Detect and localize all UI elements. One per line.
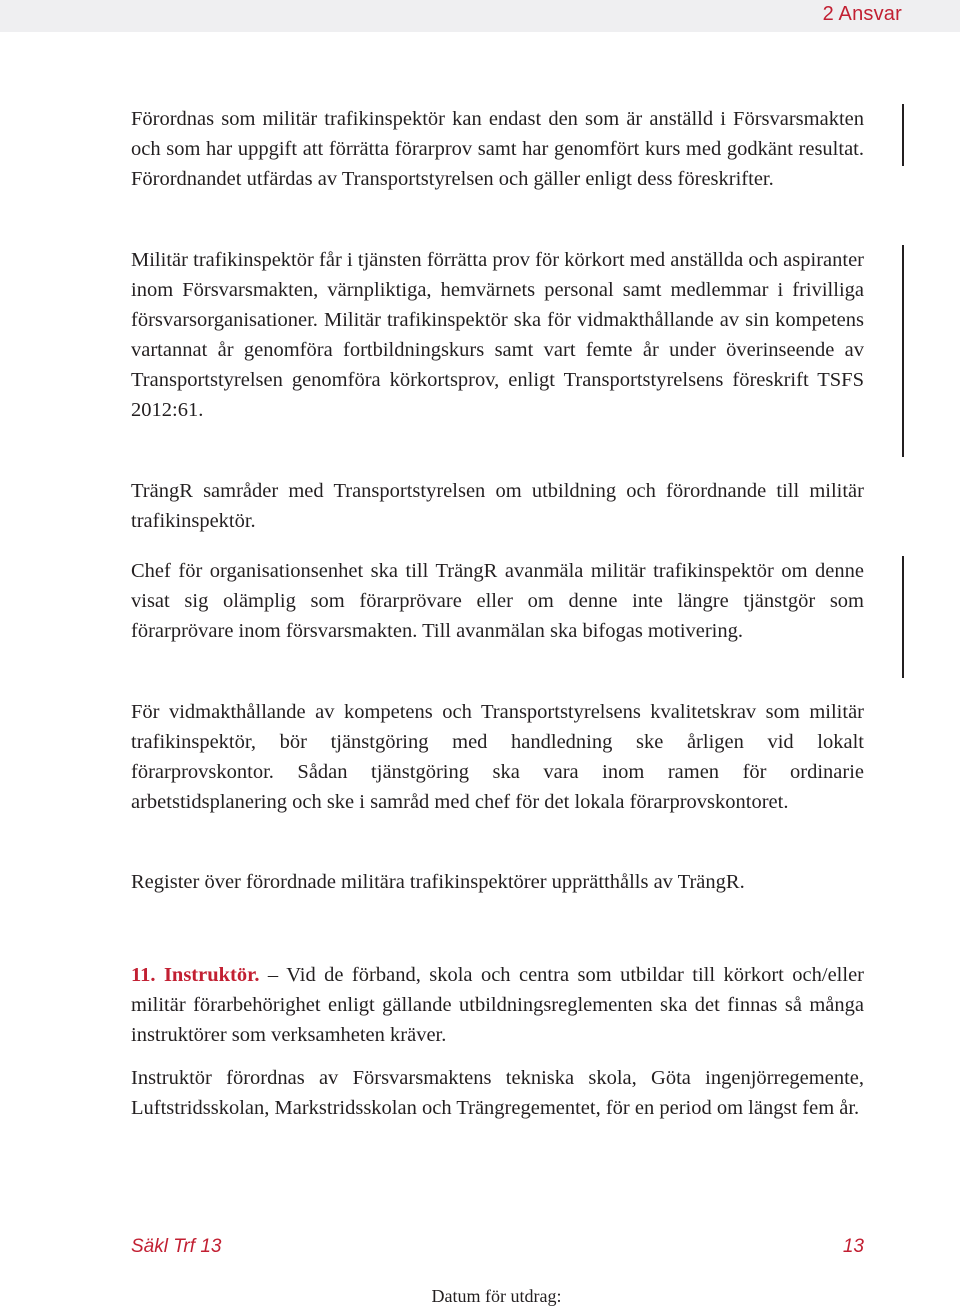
paragraph-last: Instruktör förordnas av Försvarsmaktens tekniska skola, Göta ingenjörregemente, Luftstridsskolan, Markstridsskolan och Trängregementet, för en period om längst fem år. bbox=[131, 1067, 864, 1119]
change-bar bbox=[902, 556, 904, 678]
section-number: 11. bbox=[131, 964, 156, 986]
paragraph-6: Register över förordnade militära trafikinspektörer upprätthålls av TrängR. bbox=[131, 871, 745, 893]
paragraph-1: Förordnas som militär trafikinspektör kan endast den som är anställd i Försvarsmakten och som har uppgift att förrätta förarprov samt har genomfört kurs med godkänt resultat. Förordnandet utfärdas av Transportstyrelsen och gäller enligt dess föreskrifter. bbox=[131, 108, 864, 190]
paragraph-4: Chef för organisationsenhet ska till TrängR avanmäla militär trafikinspektör om denne visat sig olämplig som förarprövare eller om denne inte längre tjänstgör som förarprövare inom försvarsmakten. Till avanmälan ska bifogas motivering. bbox=[131, 560, 864, 642]
change-bar bbox=[902, 104, 904, 166]
section-heading: Instruktör. bbox=[163, 964, 260, 986]
section-text: – Vid de förband, skola och centra som utbildar till körkort och/eller militär förarbehörighet enligt gällande utbildningsreglementen ska det finnas så många instruktörer som verksamheten kräver. bbox=[131, 964, 865, 1046]
paragraph-2: Militär trafikinspektör får i tjänsten förrätta prov för körkort med anställda och aspiranter inom Försvarsmakten, värnpliktiga, hemvärnets personal samt medlemmar i frivilliga försvarsorganisationer. Militär trafikinspektör ska för vidmakthållande av sin kompetens vartannat år genomföra fortbildningskurs samt vart femte år under överinseende av Transportstyrelsen genomföra körkortsprov, enligt Transportstyrelsens föreskrift TSFS 2012:61. bbox=[131, 249, 864, 421]
change-bar bbox=[902, 245, 904, 457]
chapter-title: 2 Ansvar bbox=[822, 3, 902, 25]
footer-page-number: 13 bbox=[842, 1236, 864, 1257]
footer-document-name: Säkl Trf 13 bbox=[131, 1236, 222, 1257]
paragraph-5: För vidmakthållande av kompetens och Transportstyrelsens kvalitetskrav som militär trafikinspektör, bör tjänstgöring med handledning ske årligen vid lokalt förarprovskontor. Sådan tjänstgöring ska vara inom ramen för ordinarie arbetstidsplanering och ske i samråd med chef för det lokala förarprovskontoret. bbox=[131, 701, 864, 813]
section-11-paragraph bbox=[131, 960, 864, 1050]
header-band bbox=[0, 0, 960, 32]
paragraph-3: TrängR samråder med Transportstyrelsen om utbildning och förordnande till militär trafikinspektör. bbox=[131, 480, 864, 532]
extract-date-label: Datum för utdrag: bbox=[431, 1286, 562, 1306]
